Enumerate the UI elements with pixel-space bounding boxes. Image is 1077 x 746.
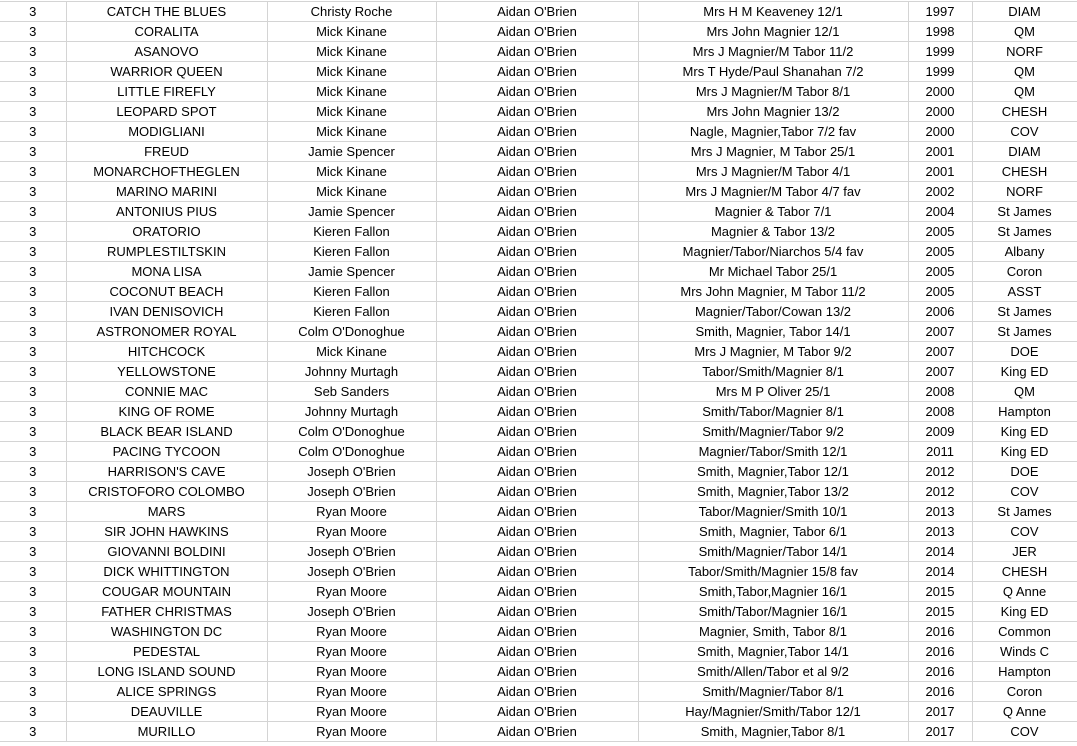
- year-cell[interactable]: 1998: [908, 22, 972, 42]
- jockey-cell[interactable]: Colm O'Donoghue: [267, 322, 436, 342]
- horse-cell[interactable]: DICK WHITTINGTON: [66, 562, 267, 582]
- table-row: [0, 302, 1077, 322]
- horse-cell[interactable]: CONNIE MAC: [66, 382, 267, 402]
- race-cell[interactable]: QM: [972, 62, 1077, 82]
- horse-cell[interactable]: ASTRONOMER ROYAL: [66, 322, 267, 342]
- table-row: [0, 342, 1077, 362]
- horse-cell[interactable]: COCONUT BEACH: [66, 282, 267, 302]
- position-cell[interactable]: 3: [0, 462, 66, 482]
- jockey-cell[interactable]: Ryan Moore: [267, 642, 436, 662]
- jockey-cell[interactable]: Johnny Murtagh: [267, 362, 436, 382]
- trainer-cell[interactable]: Aidan O'Brien: [436, 262, 638, 282]
- race-cell[interactable]: NORF: [972, 182, 1077, 202]
- trainer-cell[interactable]: Aidan O'Brien: [436, 662, 638, 682]
- year-cell[interactable]: 2017: [908, 702, 972, 722]
- race-cell[interactable]: QM: [972, 22, 1077, 42]
- race-cell[interactable]: Winds C: [972, 642, 1077, 662]
- jockey-cell[interactable]: Joseph O'Brien: [267, 462, 436, 482]
- position-cell[interactable]: 3: [0, 202, 66, 222]
- position-cell[interactable]: 3: [0, 342, 66, 362]
- race-cell[interactable]: St James: [972, 302, 1077, 322]
- horse-cell[interactable]: FREUD: [66, 142, 267, 162]
- table-row: [0, 502, 1077, 522]
- position-cell[interactable]: 3: [0, 482, 66, 502]
- position-cell[interactable]: 3: [0, 142, 66, 162]
- race-cell[interactable]: Coron: [972, 682, 1077, 702]
- year-cell[interactable]: 2007: [908, 362, 972, 382]
- table-row: [0, 82, 1077, 102]
- position-cell[interactable]: 3: [0, 362, 66, 382]
- horse-cell[interactable]: DEAUVILLE: [66, 702, 267, 722]
- data-grid: [0, 2, 1077, 742]
- year-cell[interactable]: 2015: [908, 582, 972, 602]
- jockey-cell[interactable]: Colm O'Donoghue: [267, 442, 436, 462]
- position-cell[interactable]: 3: [0, 102, 66, 122]
- horse-cell[interactable]: KING OF ROME: [66, 402, 267, 422]
- year-cell[interactable]: 2015: [908, 602, 972, 622]
- horse-cell[interactable]: ALICE SPRINGS: [66, 682, 267, 702]
- owner-odds-cell[interactable]: Magnier/Tabor/Niarchos 5/4 fav: [638, 242, 908, 262]
- trainer-cell[interactable]: Aidan O'Brien: [436, 222, 638, 242]
- table-row: [0, 482, 1077, 502]
- race-cell[interactable]: JER: [972, 542, 1077, 562]
- year-cell[interactable]: 2004: [908, 202, 972, 222]
- owner-odds-cell[interactable]: Mrs H M Keaveney 12/1: [638, 2, 908, 22]
- position-cell[interactable]: 3: [0, 2, 66, 22]
- position-cell[interactable]: 3: [0, 122, 66, 142]
- owner-odds-cell[interactable]: Tabor/Smith/Magnier 15/8 fav: [638, 562, 908, 582]
- owner-odds-cell[interactable]: Mrs J Magnier/M Tabor 4/1: [638, 162, 908, 182]
- jockey-cell[interactable]: Kieren Fallon: [267, 302, 436, 322]
- year-cell[interactable]: 1999: [908, 42, 972, 62]
- horse-cell[interactable]: WASHINGTON DC: [66, 622, 267, 642]
- jockey-cell[interactable]: Joseph O'Brien: [267, 602, 436, 622]
- position-cell[interactable]: 3: [0, 442, 66, 462]
- table-row: [0, 362, 1077, 382]
- jockey-cell[interactable]: Ryan Moore: [267, 702, 436, 722]
- trainer-cell[interactable]: Aidan O'Brien: [436, 422, 638, 442]
- table-row: [0, 642, 1077, 662]
- table-row: [0, 182, 1077, 202]
- race-cell[interactable]: St James: [972, 222, 1077, 242]
- year-cell[interactable]: 2017: [908, 722, 972, 742]
- owner-odds-cell[interactable]: Mrs J Magnier, M Tabor 9/2: [638, 342, 908, 362]
- trainer-cell[interactable]: Aidan O'Brien: [436, 2, 638, 22]
- jockey-cell[interactable]: Mick Kinane: [267, 102, 436, 122]
- trainer-cell[interactable]: Aidan O'Brien: [436, 182, 638, 202]
- horse-cell[interactable]: CORALITA: [66, 22, 267, 42]
- table-row: [0, 22, 1077, 42]
- jockey-cell[interactable]: Joseph O'Brien: [267, 482, 436, 502]
- trainer-cell[interactable]: Aidan O'Brien: [436, 622, 638, 642]
- trainer-cell[interactable]: Aidan O'Brien: [436, 42, 638, 62]
- jockey-cell[interactable]: Ryan Moore: [267, 522, 436, 542]
- trainer-cell[interactable]: Aidan O'Brien: [436, 682, 638, 702]
- race-cell[interactable]: Coron: [972, 262, 1077, 282]
- trainer-cell[interactable]: Aidan O'Brien: [436, 322, 638, 342]
- trainer-cell[interactable]: Aidan O'Brien: [436, 722, 638, 742]
- horse-cell[interactable]: GIOVANNI BOLDINI: [66, 542, 267, 562]
- horse-cell[interactable]: LEOPARD SPOT: [66, 102, 267, 122]
- year-cell[interactable]: 2012: [908, 482, 972, 502]
- table-row: [0, 682, 1077, 702]
- position-cell[interactable]: 3: [0, 162, 66, 182]
- horse-cell[interactable]: HARRISON'S CAVE: [66, 462, 267, 482]
- jockey-cell[interactable]: Kieren Fallon: [267, 242, 436, 262]
- table-row: [0, 582, 1077, 602]
- jockey-cell[interactable]: Mick Kinane: [267, 42, 436, 62]
- position-cell[interactable]: 3: [0, 542, 66, 562]
- table-row: [0, 622, 1077, 642]
- table-row: [0, 202, 1077, 222]
- position-cell[interactable]: 3: [0, 182, 66, 202]
- table-row: [0, 562, 1077, 582]
- trainer-cell[interactable]: Aidan O'Brien: [436, 342, 638, 362]
- owner-odds-cell[interactable]: Smith/Magnier/Tabor 9/2: [638, 422, 908, 442]
- race-cell[interactable]: QM: [972, 82, 1077, 102]
- grid-body: [0, 2, 1077, 742]
- horse-cell[interactable]: RUMPLESTILTSKIN: [66, 242, 267, 262]
- table-row: [0, 442, 1077, 462]
- jockey-cell[interactable]: Ryan Moore: [267, 502, 436, 522]
- year-cell[interactable]: 2000: [908, 122, 972, 142]
- trainer-cell[interactable]: Aidan O'Brien: [436, 562, 638, 582]
- table-row: [0, 222, 1077, 242]
- race-cell[interactable]: QM: [972, 382, 1077, 402]
- year-cell[interactable]: 2001: [908, 142, 972, 162]
- table-row: [0, 282, 1077, 302]
- jockey-cell[interactable]: Mick Kinane: [267, 342, 436, 362]
- jockey-cell[interactable]: Ryan Moore: [267, 722, 436, 742]
- year-cell[interactable]: 2014: [908, 542, 972, 562]
- owner-odds-cell[interactable]: Smith/Tabor/Magnier 8/1: [638, 402, 908, 422]
- jockey-cell[interactable]: Seb Sanders: [267, 382, 436, 402]
- year-cell[interactable]: 2007: [908, 322, 972, 342]
- table-row: [0, 542, 1077, 562]
- table-row: [0, 462, 1077, 482]
- race-cell[interactable]: Hampton: [972, 662, 1077, 682]
- horse-cell[interactable]: HITCHCOCK: [66, 342, 267, 362]
- year-cell[interactable]: 2005: [908, 282, 972, 302]
- race-cell[interactable]: St James: [972, 502, 1077, 522]
- owner-odds-cell[interactable]: Mrs J Magnier/M Tabor 4/7 fav: [638, 182, 908, 202]
- horse-cell[interactable]: IVAN DENISOVICH: [66, 302, 267, 322]
- jockey-cell[interactable]: Mick Kinane: [267, 122, 436, 142]
- jockey-cell[interactable]: Kieren Fallon: [267, 282, 436, 302]
- horse-cell[interactable]: PACING TYCOON: [66, 442, 267, 462]
- horse-cell[interactable]: SIR JOHN HAWKINS: [66, 522, 267, 542]
- race-cell[interactable]: CHESH: [972, 102, 1077, 122]
- jockey-cell[interactable]: Mick Kinane: [267, 162, 436, 182]
- table-row: [0, 322, 1077, 342]
- trainer-cell[interactable]: Aidan O'Brien: [436, 402, 638, 422]
- year-cell[interactable]: 2008: [908, 382, 972, 402]
- owner-odds-cell[interactable]: Smith, Magnier,Tabor 13/2: [638, 482, 908, 502]
- year-cell[interactable]: 2014: [908, 562, 972, 582]
- horse-cell[interactable]: CATCH THE BLUES: [66, 2, 267, 22]
- owner-odds-cell[interactable]: Smith, Magnier, Tabor 14/1: [638, 322, 908, 342]
- trainer-cell[interactable]: Aidan O'Brien: [436, 362, 638, 382]
- trainer-cell[interactable]: Aidan O'Brien: [436, 582, 638, 602]
- jockey-cell[interactable]: Mick Kinane: [267, 82, 436, 102]
- owner-odds-cell[interactable]: Smith, Magnier,Tabor 12/1: [638, 462, 908, 482]
- jockey-cell[interactable]: Ryan Moore: [267, 622, 436, 642]
- horse-cell[interactable]: LONG ISLAND SOUND: [66, 662, 267, 682]
- owner-odds-cell[interactable]: Tabor/Smith/Magnier 8/1: [638, 362, 908, 382]
- jockey-cell[interactable]: Joseph O'Brien: [267, 542, 436, 562]
- owner-odds-cell[interactable]: Mrs John Magnier 13/2: [638, 102, 908, 122]
- horse-cell[interactable]: MONA LISA: [66, 262, 267, 282]
- jockey-cell[interactable]: Ryan Moore: [267, 682, 436, 702]
- table-row: [0, 662, 1077, 682]
- race-cell[interactable]: DOE: [972, 342, 1077, 362]
- race-cell[interactable]: Q Anne: [972, 582, 1077, 602]
- year-cell[interactable]: 1999: [908, 62, 972, 82]
- owner-odds-cell[interactable]: Smith, Magnier,Tabor 8/1: [638, 722, 908, 742]
- trainer-cell[interactable]: Aidan O'Brien: [436, 602, 638, 622]
- race-cell[interactable]: DIAM: [972, 142, 1077, 162]
- owner-odds-cell[interactable]: Smith/Tabor/Magnier 16/1: [638, 602, 908, 622]
- owner-odds-cell[interactable]: Magnier/Tabor/Cowan 13/2: [638, 302, 908, 322]
- owner-odds-cell[interactable]: Tabor/Magnier/Smith 10/1: [638, 502, 908, 522]
- horse-cell[interactable]: MODIGLIANI: [66, 122, 267, 142]
- race-cell[interactable]: DIAM: [972, 2, 1077, 22]
- race-cell[interactable]: St James: [972, 322, 1077, 342]
- race-cell[interactable]: King ED: [972, 422, 1077, 442]
- trainer-cell[interactable]: Aidan O'Brien: [436, 642, 638, 662]
- owner-odds-cell[interactable]: Mrs M P Oliver 25/1: [638, 382, 908, 402]
- position-cell[interactable]: 3: [0, 322, 66, 342]
- owner-odds-cell[interactable]: Mrs John Magnier 12/1: [638, 22, 908, 42]
- table-row: [0, 102, 1077, 122]
- owner-odds-cell[interactable]: Smith, Magnier, Tabor 6/1: [638, 522, 908, 542]
- year-cell[interactable]: 2007: [908, 342, 972, 362]
- horse-cell[interactable]: YELLOWSTONE: [66, 362, 267, 382]
- jockey-cell[interactable]: Mick Kinane: [267, 22, 436, 42]
- trainer-cell[interactable]: Aidan O'Brien: [436, 82, 638, 102]
- position-cell[interactable]: 3: [0, 382, 66, 402]
- year-cell[interactable]: 2006: [908, 302, 972, 322]
- jockey-cell[interactable]: Jamie Spencer: [267, 142, 436, 162]
- position-cell[interactable]: 3: [0, 82, 66, 102]
- trainer-cell[interactable]: Aidan O'Brien: [436, 302, 638, 322]
- position-cell[interactable]: 3: [0, 702, 66, 722]
- position-cell[interactable]: 3: [0, 722, 66, 742]
- year-cell[interactable]: 2005: [908, 262, 972, 282]
- jockey-cell[interactable]: Christy Roche: [267, 2, 436, 22]
- table-row: [0, 242, 1077, 262]
- table-row: [0, 122, 1077, 142]
- race-cell[interactable]: King ED: [972, 602, 1077, 622]
- position-cell[interactable]: 3: [0, 582, 66, 602]
- jockey-cell[interactable]: Ryan Moore: [267, 662, 436, 682]
- owner-odds-cell[interactable]: Smith/Allen/Tabor et al 9/2: [638, 662, 908, 682]
- horse-cell[interactable]: MARS: [66, 502, 267, 522]
- position-cell[interactable]: 3: [0, 242, 66, 262]
- year-cell[interactable]: 2013: [908, 502, 972, 522]
- trainer-cell[interactable]: Aidan O'Brien: [436, 282, 638, 302]
- race-cell[interactable]: King ED: [972, 362, 1077, 382]
- owner-odds-cell[interactable]: Hay/Magnier/Smith/Tabor 12/1: [638, 702, 908, 722]
- year-cell[interactable]: 2013: [908, 522, 972, 542]
- year-cell[interactable]: 1997: [908, 2, 972, 22]
- horse-cell[interactable]: PEDESTAL: [66, 642, 267, 662]
- table-row: [0, 422, 1077, 442]
- owner-odds-cell[interactable]: Smith/Magnier/Tabor 8/1: [638, 682, 908, 702]
- owner-odds-cell[interactable]: Nagle, Magnier,Tabor 7/2 fav: [638, 122, 908, 142]
- position-cell[interactable]: 3: [0, 282, 66, 302]
- jockey-cell[interactable]: Joseph O'Brien: [267, 562, 436, 582]
- jockey-cell[interactable]: Ryan Moore: [267, 582, 436, 602]
- owner-odds-cell[interactable]: Smith/Magnier/Tabor 14/1: [638, 542, 908, 562]
- table-row: [0, 2, 1077, 22]
- owner-odds-cell[interactable]: Magnier & Tabor 13/2: [638, 222, 908, 242]
- race-cell[interactable]: NORF: [972, 42, 1077, 62]
- table-row: [0, 262, 1077, 282]
- owner-odds-cell[interactable]: Mr Michael Tabor 25/1: [638, 262, 908, 282]
- owner-odds-cell[interactable]: Smith, Magnier,Tabor 14/1: [638, 642, 908, 662]
- position-cell[interactable]: 3: [0, 402, 66, 422]
- year-cell[interactable]: 2012: [908, 462, 972, 482]
- table-row: [0, 522, 1077, 542]
- position-cell[interactable]: 3: [0, 602, 66, 622]
- race-cell[interactable]: COV: [972, 482, 1077, 502]
- year-cell[interactable]: 2016: [908, 642, 972, 662]
- owner-odds-cell[interactable]: Mrs John Magnier, M Tabor 11/2: [638, 282, 908, 302]
- trainer-cell[interactable]: Aidan O'Brien: [436, 702, 638, 722]
- race-cell[interactable]: ASST: [972, 282, 1077, 302]
- jockey-cell[interactable]: Jamie Spencer: [267, 262, 436, 282]
- year-cell[interactable]: 2005: [908, 222, 972, 242]
- horse-cell[interactable]: FATHER CHRISTMAS: [66, 602, 267, 622]
- position-cell[interactable]: 3: [0, 622, 66, 642]
- position-cell[interactable]: 3: [0, 562, 66, 582]
- trainer-cell[interactable]: Aidan O'Brien: [436, 442, 638, 462]
- horse-cell[interactable]: MONARCHOFTHEGLEN: [66, 162, 267, 182]
- trainer-cell[interactable]: Aidan O'Brien: [436, 102, 638, 122]
- trainer-cell[interactable]: Aidan O'Brien: [436, 382, 638, 402]
- trainer-cell[interactable]: Aidan O'Brien: [436, 482, 638, 502]
- race-cell[interactable]: COV: [972, 722, 1077, 742]
- year-cell[interactable]: 2011: [908, 442, 972, 462]
- trainer-cell[interactable]: Aidan O'Brien: [436, 502, 638, 522]
- year-cell[interactable]: 2005: [908, 242, 972, 262]
- table-row: [0, 62, 1077, 82]
- owner-odds-cell[interactable]: Magnier & Tabor 7/1: [638, 202, 908, 222]
- jockey-cell[interactable]: Mick Kinane: [267, 62, 436, 82]
- horse-cell[interactable]: ORATORIO: [66, 222, 267, 242]
- year-cell[interactable]: 2000: [908, 82, 972, 102]
- position-cell[interactable]: 3: [0, 222, 66, 242]
- position-cell[interactable]: 3: [0, 642, 66, 662]
- position-cell[interactable]: 3: [0, 22, 66, 42]
- jockey-cell[interactable]: Kieren Fallon: [267, 222, 436, 242]
- owner-odds-cell[interactable]: Mrs J Magnier/M Tabor 11/2: [638, 42, 908, 62]
- year-cell[interactable]: 2016: [908, 662, 972, 682]
- owner-odds-cell[interactable]: Smith,Tabor,Magnier 16/1: [638, 582, 908, 602]
- horse-cell[interactable]: WARRIOR QUEEN: [66, 62, 267, 82]
- trainer-cell[interactable]: Aidan O'Brien: [436, 22, 638, 42]
- race-cell[interactable]: King ED: [972, 442, 1077, 462]
- horse-cell[interactable]: CRISTOFORO COLOMBO: [66, 482, 267, 502]
- table-row: [0, 402, 1077, 422]
- table-row: [0, 162, 1077, 182]
- owner-odds-cell[interactable]: Magnier/Tabor/Smith 12/1: [638, 442, 908, 462]
- race-cell[interactable]: St James: [972, 202, 1077, 222]
- table-row: [0, 702, 1077, 722]
- position-cell[interactable]: 3: [0, 422, 66, 442]
- position-cell[interactable]: 3: [0, 42, 66, 62]
- horse-cell[interactable]: COUGAR MOUNTAIN: [66, 582, 267, 602]
- trainer-cell[interactable]: Aidan O'Brien: [436, 142, 638, 162]
- table-row: [0, 602, 1077, 622]
- horse-cell[interactable]: BLACK BEAR ISLAND: [66, 422, 267, 442]
- table-row: [0, 42, 1077, 62]
- position-cell[interactable]: 3: [0, 302, 66, 322]
- position-cell[interactable]: 3: [0, 682, 66, 702]
- trainer-cell[interactable]: Aidan O'Brien: [436, 242, 638, 262]
- year-cell[interactable]: 2016: [908, 682, 972, 702]
- owner-odds-cell[interactable]: Mrs J Magnier/M Tabor 8/1: [638, 82, 908, 102]
- trainer-cell[interactable]: Aidan O'Brien: [436, 462, 638, 482]
- year-cell[interactable]: 2008: [908, 402, 972, 422]
- position-cell[interactable]: 3: [0, 502, 66, 522]
- trainer-cell[interactable]: Aidan O'Brien: [436, 62, 638, 82]
- position-cell[interactable]: 3: [0, 62, 66, 82]
- horse-cell[interactable]: MURILLO: [66, 722, 267, 742]
- race-cell[interactable]: CHESH: [972, 562, 1077, 582]
- horse-cell[interactable]: LITTLE FIREFLY: [66, 82, 267, 102]
- jockey-cell[interactable]: Mick Kinane: [267, 182, 436, 202]
- jockey-cell[interactable]: Colm O'Donoghue: [267, 422, 436, 442]
- race-cell[interactable]: Albany: [972, 242, 1077, 262]
- year-cell[interactable]: 2000: [908, 102, 972, 122]
- trainer-cell[interactable]: Aidan O'Brien: [436, 542, 638, 562]
- table-row: [0, 142, 1077, 162]
- year-cell[interactable]: 2009: [908, 422, 972, 442]
- table-row: [0, 722, 1077, 742]
- jockey-cell[interactable]: Johnny Murtagh: [267, 402, 436, 422]
- position-cell[interactable]: 3: [0, 522, 66, 542]
- horse-cell[interactable]: MARINO MARINI: [66, 182, 267, 202]
- owner-odds-cell[interactable]: Mrs J Magnier, M Tabor 25/1: [638, 142, 908, 162]
- race-cell[interactable]: DOE: [972, 462, 1077, 482]
- owner-odds-cell[interactable]: Magnier, Smith, Tabor 8/1: [638, 622, 908, 642]
- horse-cell[interactable]: ASANOVO: [66, 42, 267, 62]
- trainer-cell[interactable]: Aidan O'Brien: [436, 122, 638, 142]
- race-cell[interactable]: CHESH: [972, 162, 1077, 182]
- table-row: [0, 382, 1077, 402]
- horse-cell[interactable]: ANTONIUS PIUS: [66, 202, 267, 222]
- jockey-cell[interactable]: Jamie Spencer: [267, 202, 436, 222]
- race-cell[interactable]: Q Anne: [972, 702, 1077, 722]
- race-cell[interactable]: Hampton: [972, 402, 1077, 422]
- trainer-cell[interactable]: Aidan O'Brien: [436, 522, 638, 542]
- year-cell[interactable]: 2002: [908, 182, 972, 202]
- race-cell[interactable]: Common: [972, 622, 1077, 642]
- position-cell[interactable]: 3: [0, 662, 66, 682]
- owner-odds-cell[interactable]: Mrs T Hyde/Paul Shanahan 7/2: [638, 62, 908, 82]
- trainer-cell[interactable]: Aidan O'Brien: [436, 202, 638, 222]
- position-cell[interactable]: 3: [0, 262, 66, 282]
- year-cell[interactable]: 2001: [908, 162, 972, 182]
- race-cell[interactable]: COV: [972, 122, 1077, 142]
- race-cell[interactable]: COV: [972, 522, 1077, 542]
- year-cell[interactable]: 2016: [908, 622, 972, 642]
- trainer-cell[interactable]: Aidan O'Brien: [436, 162, 638, 182]
